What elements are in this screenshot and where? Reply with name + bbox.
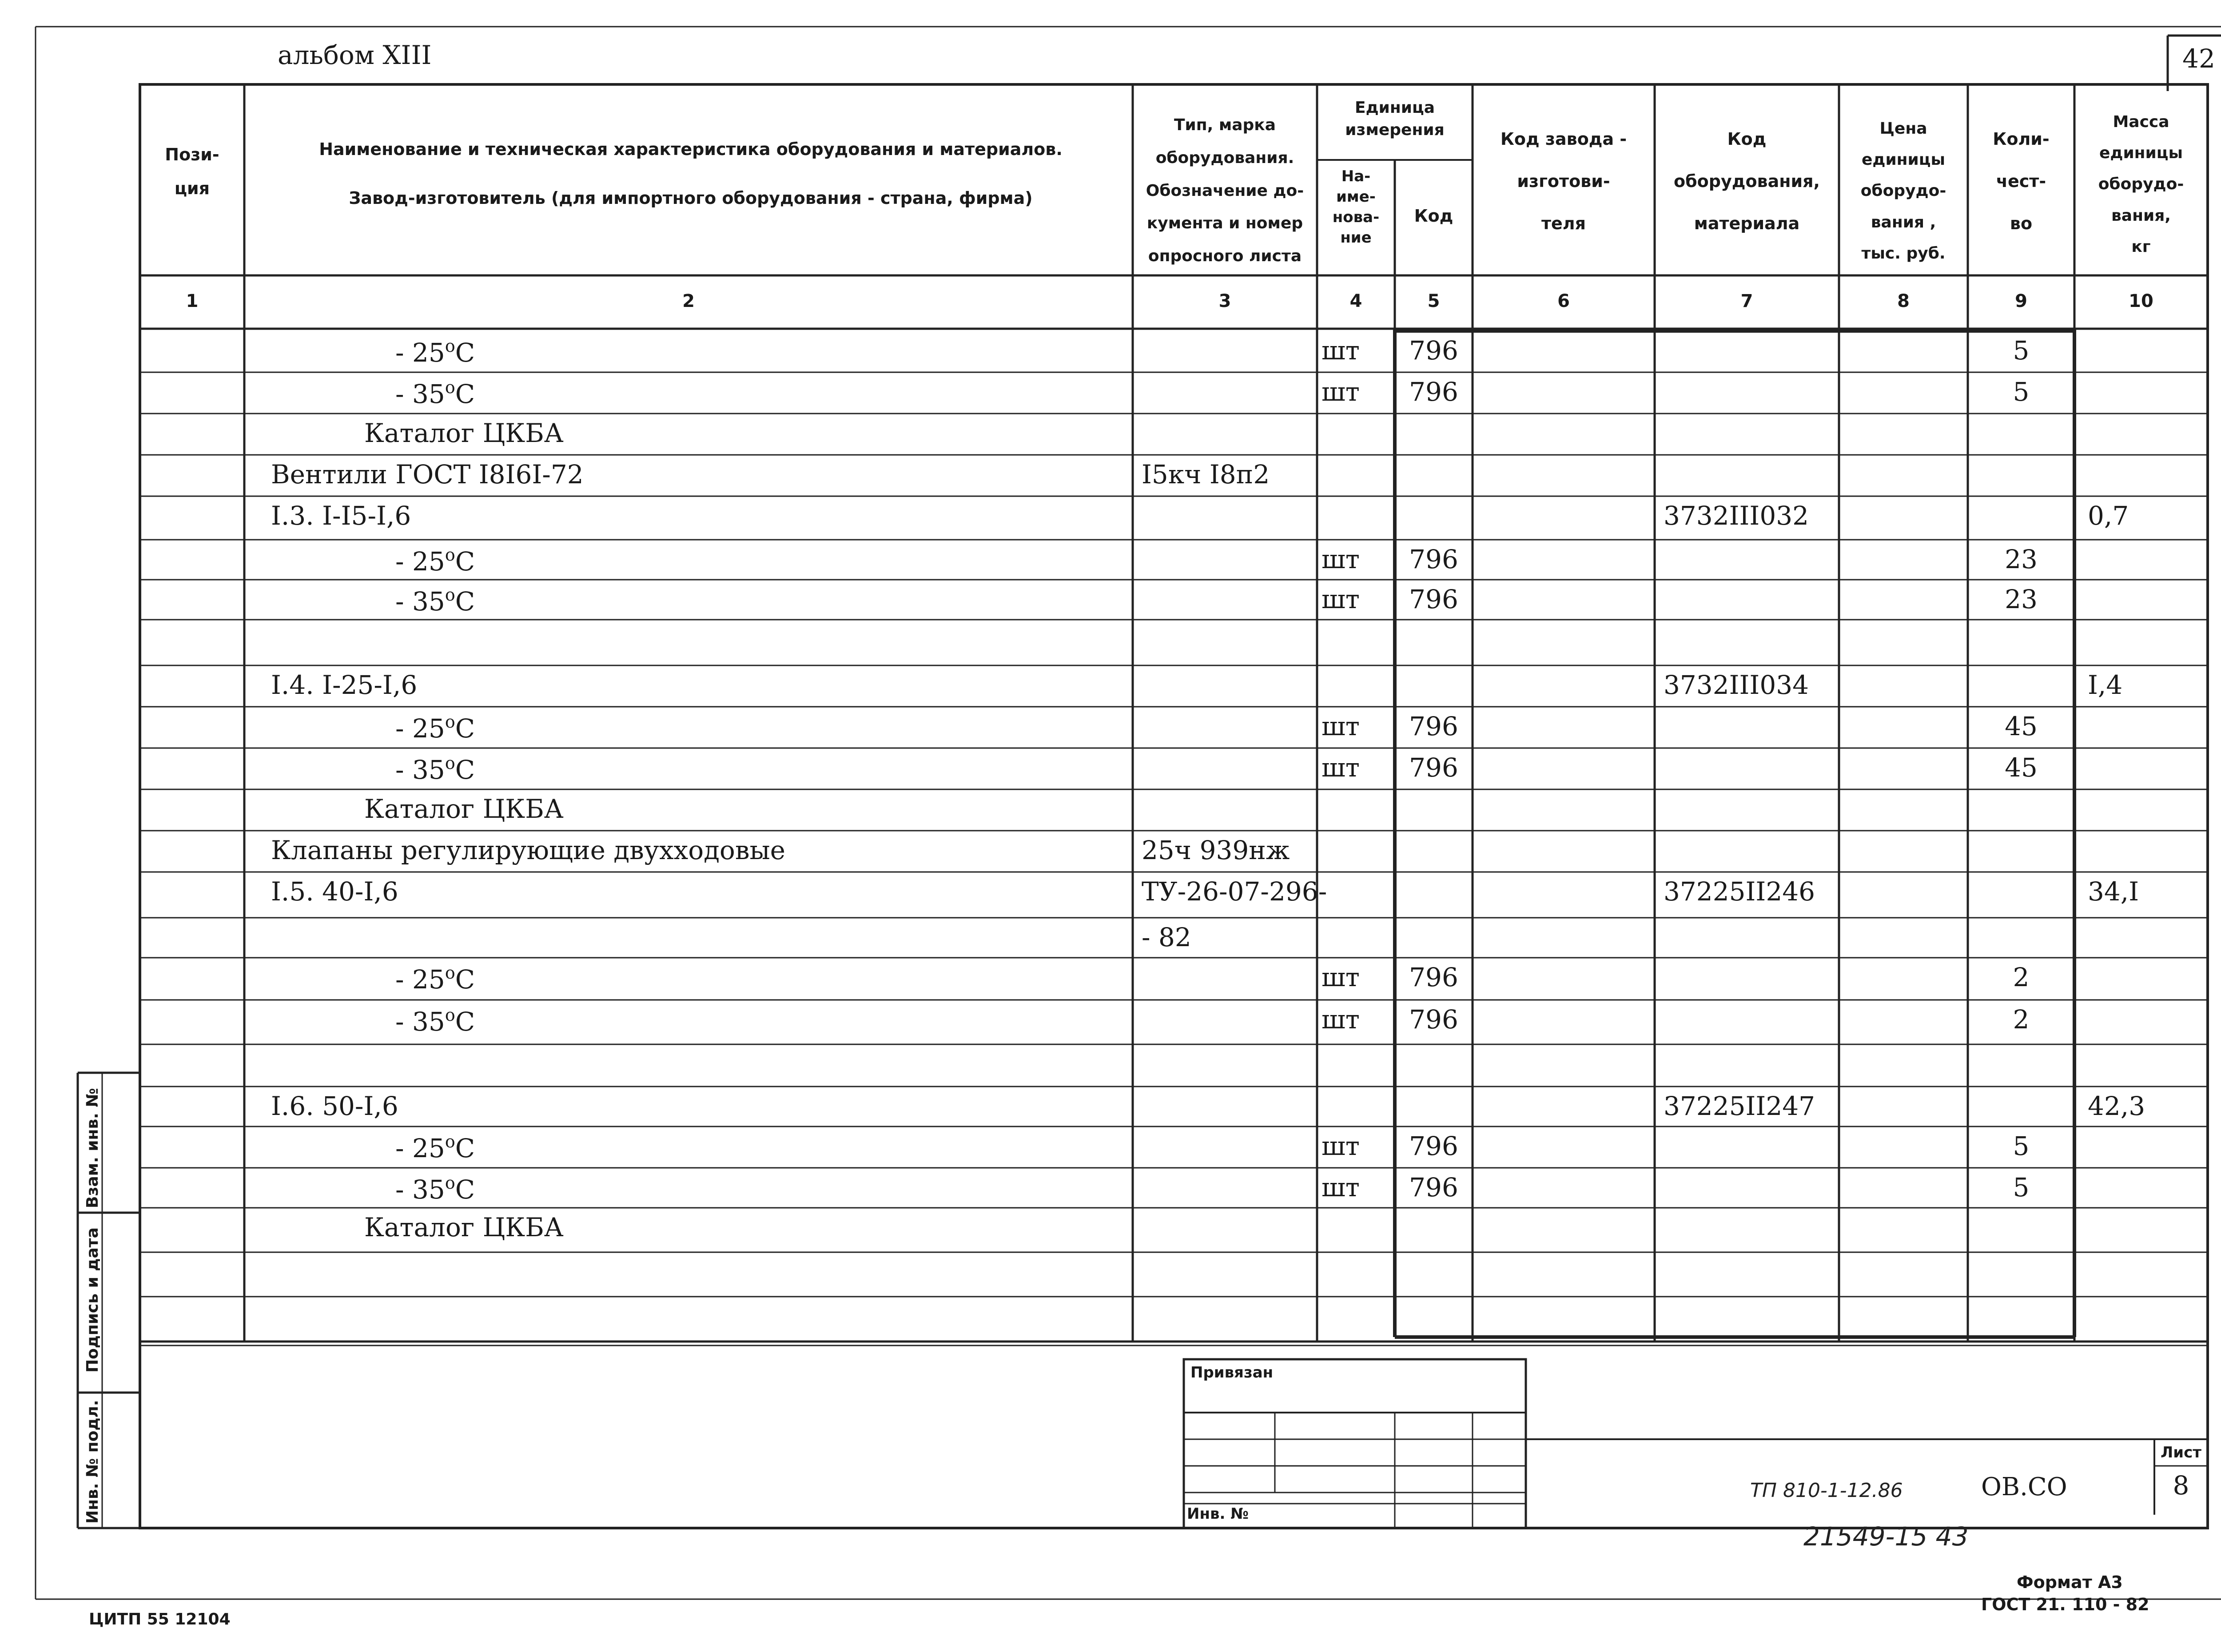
cell-unit-name: шт	[1321, 377, 1360, 407]
list-label: Лист	[2161, 1444, 2201, 1461]
column-number-9: 9	[2015, 291, 2027, 311]
cell-unit-code: 796	[1409, 584, 1458, 614]
degree-sign: o	[445, 1005, 455, 1025]
cell-name: - 35$^o$C	[395, 753, 475, 785]
cell-name: I.6. 50-I,6	[271, 1091, 398, 1121]
cell-unit-name: шт	[1321, 544, 1360, 574]
cell-type: 25ч 939нж	[1142, 835, 1290, 865]
cell-mass: 34,I	[2088, 876, 2139, 907]
doc-code: ТП 810-1-12.86	[1750, 1479, 1903, 1502]
cell-unit-name: шт	[1321, 752, 1360, 783]
cell-unit-code: 796	[1409, 335, 1458, 366]
cell-quantity: 5	[2013, 1172, 2030, 1202]
format-label: Формат А3	[2017, 1572, 2123, 1592]
degree-sign: o	[445, 1132, 455, 1151]
cell-name: - 35$^o$C	[395, 1005, 475, 1037]
degree-sign: o	[445, 545, 455, 565]
column-number-7: 7	[1740, 291, 1753, 311]
column-number-6: 6	[1557, 291, 1570, 311]
page-number: 42	[2182, 44, 2215, 74]
cell-quantity: 23	[2005, 544, 2038, 574]
cell-name: I.4. I-25-I,6	[271, 670, 418, 700]
privyazan-label: Привязан	[1190, 1364, 1274, 1381]
cell-name: - 25$^o$C	[395, 712, 475, 744]
cell-name: - 25$^o$C	[395, 545, 475, 577]
cell-unit-name: шт	[1321, 711, 1360, 741]
cell-unit-code: 796	[1409, 1131, 1458, 1161]
column-number-2: 2	[682, 291, 695, 311]
degree-sign: o	[445, 336, 455, 356]
cell-mass: I,4	[2088, 670, 2123, 700]
album-title: альбом XIII	[278, 40, 432, 70]
cell-quantity: 45	[2005, 752, 2038, 783]
inv-no-label: Инв. №	[1187, 1505, 1249, 1523]
cell-name: - 35$^o$C	[395, 378, 475, 409]
cell-name: Клапаны регулирующие двухходовые	[271, 835, 785, 865]
cell-equipment-code: 37225II247	[1664, 1091, 1815, 1121]
cell-name: - 25$^o$C	[395, 1132, 475, 1163]
handwritten-number: 21549-15 43	[1803, 1521, 1969, 1552]
header-type: Тип, марка оборудования. Обозначение до- кумента и номер опросного листа	[1146, 116, 1304, 266]
cell-name: - 35$^o$C	[395, 585, 475, 617]
degree-sign: o	[445, 753, 455, 773]
cell-unit-code: 796	[1409, 377, 1458, 407]
cell-unit-code: 796	[1409, 752, 1458, 783]
cell-name: Каталог ЦКБА	[364, 1212, 564, 1242]
cell-unit-code: 796	[1409, 1172, 1458, 1202]
cell-quantity: 5	[2013, 1131, 2030, 1161]
cell-unit-name: шт	[1321, 962, 1360, 992]
cell-mass: 42,3	[2088, 1091, 2145, 1121]
cell-name: - 25$^o$C	[395, 963, 475, 995]
header-equipment-code: Код оборудования, материала	[1674, 129, 1820, 233]
header-name-line1: Наименование и техническая характеристика оборудования и материалов.	[319, 139, 1063, 159]
cell-unit-name: шт	[1321, 1004, 1360, 1035]
degree-sign: o	[445, 1173, 455, 1193]
cell-unit-name: шт	[1321, 584, 1360, 614]
column-number-3: 3	[1218, 291, 1231, 311]
header-unit-code: Код	[1414, 206, 1453, 226]
degree-sign: o	[445, 378, 455, 397]
column-number-5: 5	[1427, 291, 1440, 311]
doc-suffix: ОВ.СО	[1981, 1473, 2067, 1501]
header-unit: Единица измерения	[1345, 99, 1445, 139]
degree-sign: o	[445, 712, 455, 732]
header-price: Цена единицы оборудо- вания , тыс. руб.	[1860, 119, 1946, 263]
cell-type: - 82	[1142, 922, 1191, 952]
cell-name: Каталог ЦКБА	[364, 794, 564, 824]
gost-label: ГОСТ 21. 110 - 82	[1981, 1595, 2149, 1614]
stamp-podpis: Подпись и дата	[84, 1227, 102, 1373]
cell-name: - 25$^o$C	[395, 336, 475, 368]
cell-quantity: 5	[2013, 335, 2030, 366]
degree-sign: o	[445, 585, 455, 605]
column-number-10: 10	[2129, 291, 2153, 311]
cell-name: Каталог ЦКБА	[364, 418, 564, 448]
cell-equipment-code: 3732III034	[1664, 670, 1809, 700]
stamp-inv: Инв. № подл.	[84, 1400, 102, 1524]
cell-type: I5кч I8п2	[1142, 459, 1270, 490]
list-number: 8	[2173, 1470, 2189, 1501]
cell-mass: 0,7	[2088, 501, 2129, 531]
header-quantity: Коли- чест- во	[1993, 129, 2050, 233]
header-position: Пози- ция	[165, 145, 219, 198]
column-number-8: 8	[1897, 291, 1910, 311]
cell-equipment-code: 3732III032	[1664, 501, 1809, 531]
cell-equipment-code: 37225II246	[1664, 876, 1815, 907]
cell-quantity: 5	[2013, 377, 2030, 407]
column-number-4: 4	[1349, 291, 1362, 311]
cell-unit-code: 796	[1409, 544, 1458, 574]
cell-name: Вентили ГОСТ I8I6I-72	[271, 459, 584, 490]
cell-unit-code: 796	[1409, 962, 1458, 992]
column-number-1: 1	[186, 291, 199, 311]
cell-unit-code: 796	[1409, 711, 1458, 741]
header-factory-code: Код завода - изготови- теля	[1500, 129, 1627, 233]
cell-quantity: 2	[2013, 962, 2030, 992]
degree-sign: o	[445, 963, 455, 983]
cell-unit-name: шт	[1321, 335, 1360, 366]
cell-type: ТУ-26-07-296-	[1142, 876, 1327, 907]
stamp-vzam: Взам. инв. №	[84, 1088, 102, 1208]
cell-quantity: 23	[2005, 584, 2038, 614]
cell-unit-name: шт	[1321, 1131, 1360, 1161]
cell-quantity: 45	[2005, 711, 2038, 741]
cell-unit-name: шт	[1321, 1172, 1360, 1202]
printer-label: ЦИТП 55 12104	[89, 1610, 231, 1628]
header-unit-name: На- име- нова- ние	[1332, 167, 1380, 247]
header-mass: Масса единицы оборудо- вания, кг	[2098, 113, 2184, 256]
cell-name: I.5. 40-I,6	[271, 876, 398, 907]
header-name-line2: Завод-изготовитель (для импортного оборудования - страна, фирма)	[349, 188, 1033, 208]
cell-quantity: 2	[2013, 1004, 2030, 1035]
cell-name: - 35$^o$C	[395, 1173, 475, 1205]
cell-name: I.3. I-I5-I,6	[271, 501, 411, 531]
cell-unit-code: 796	[1409, 1004, 1458, 1035]
